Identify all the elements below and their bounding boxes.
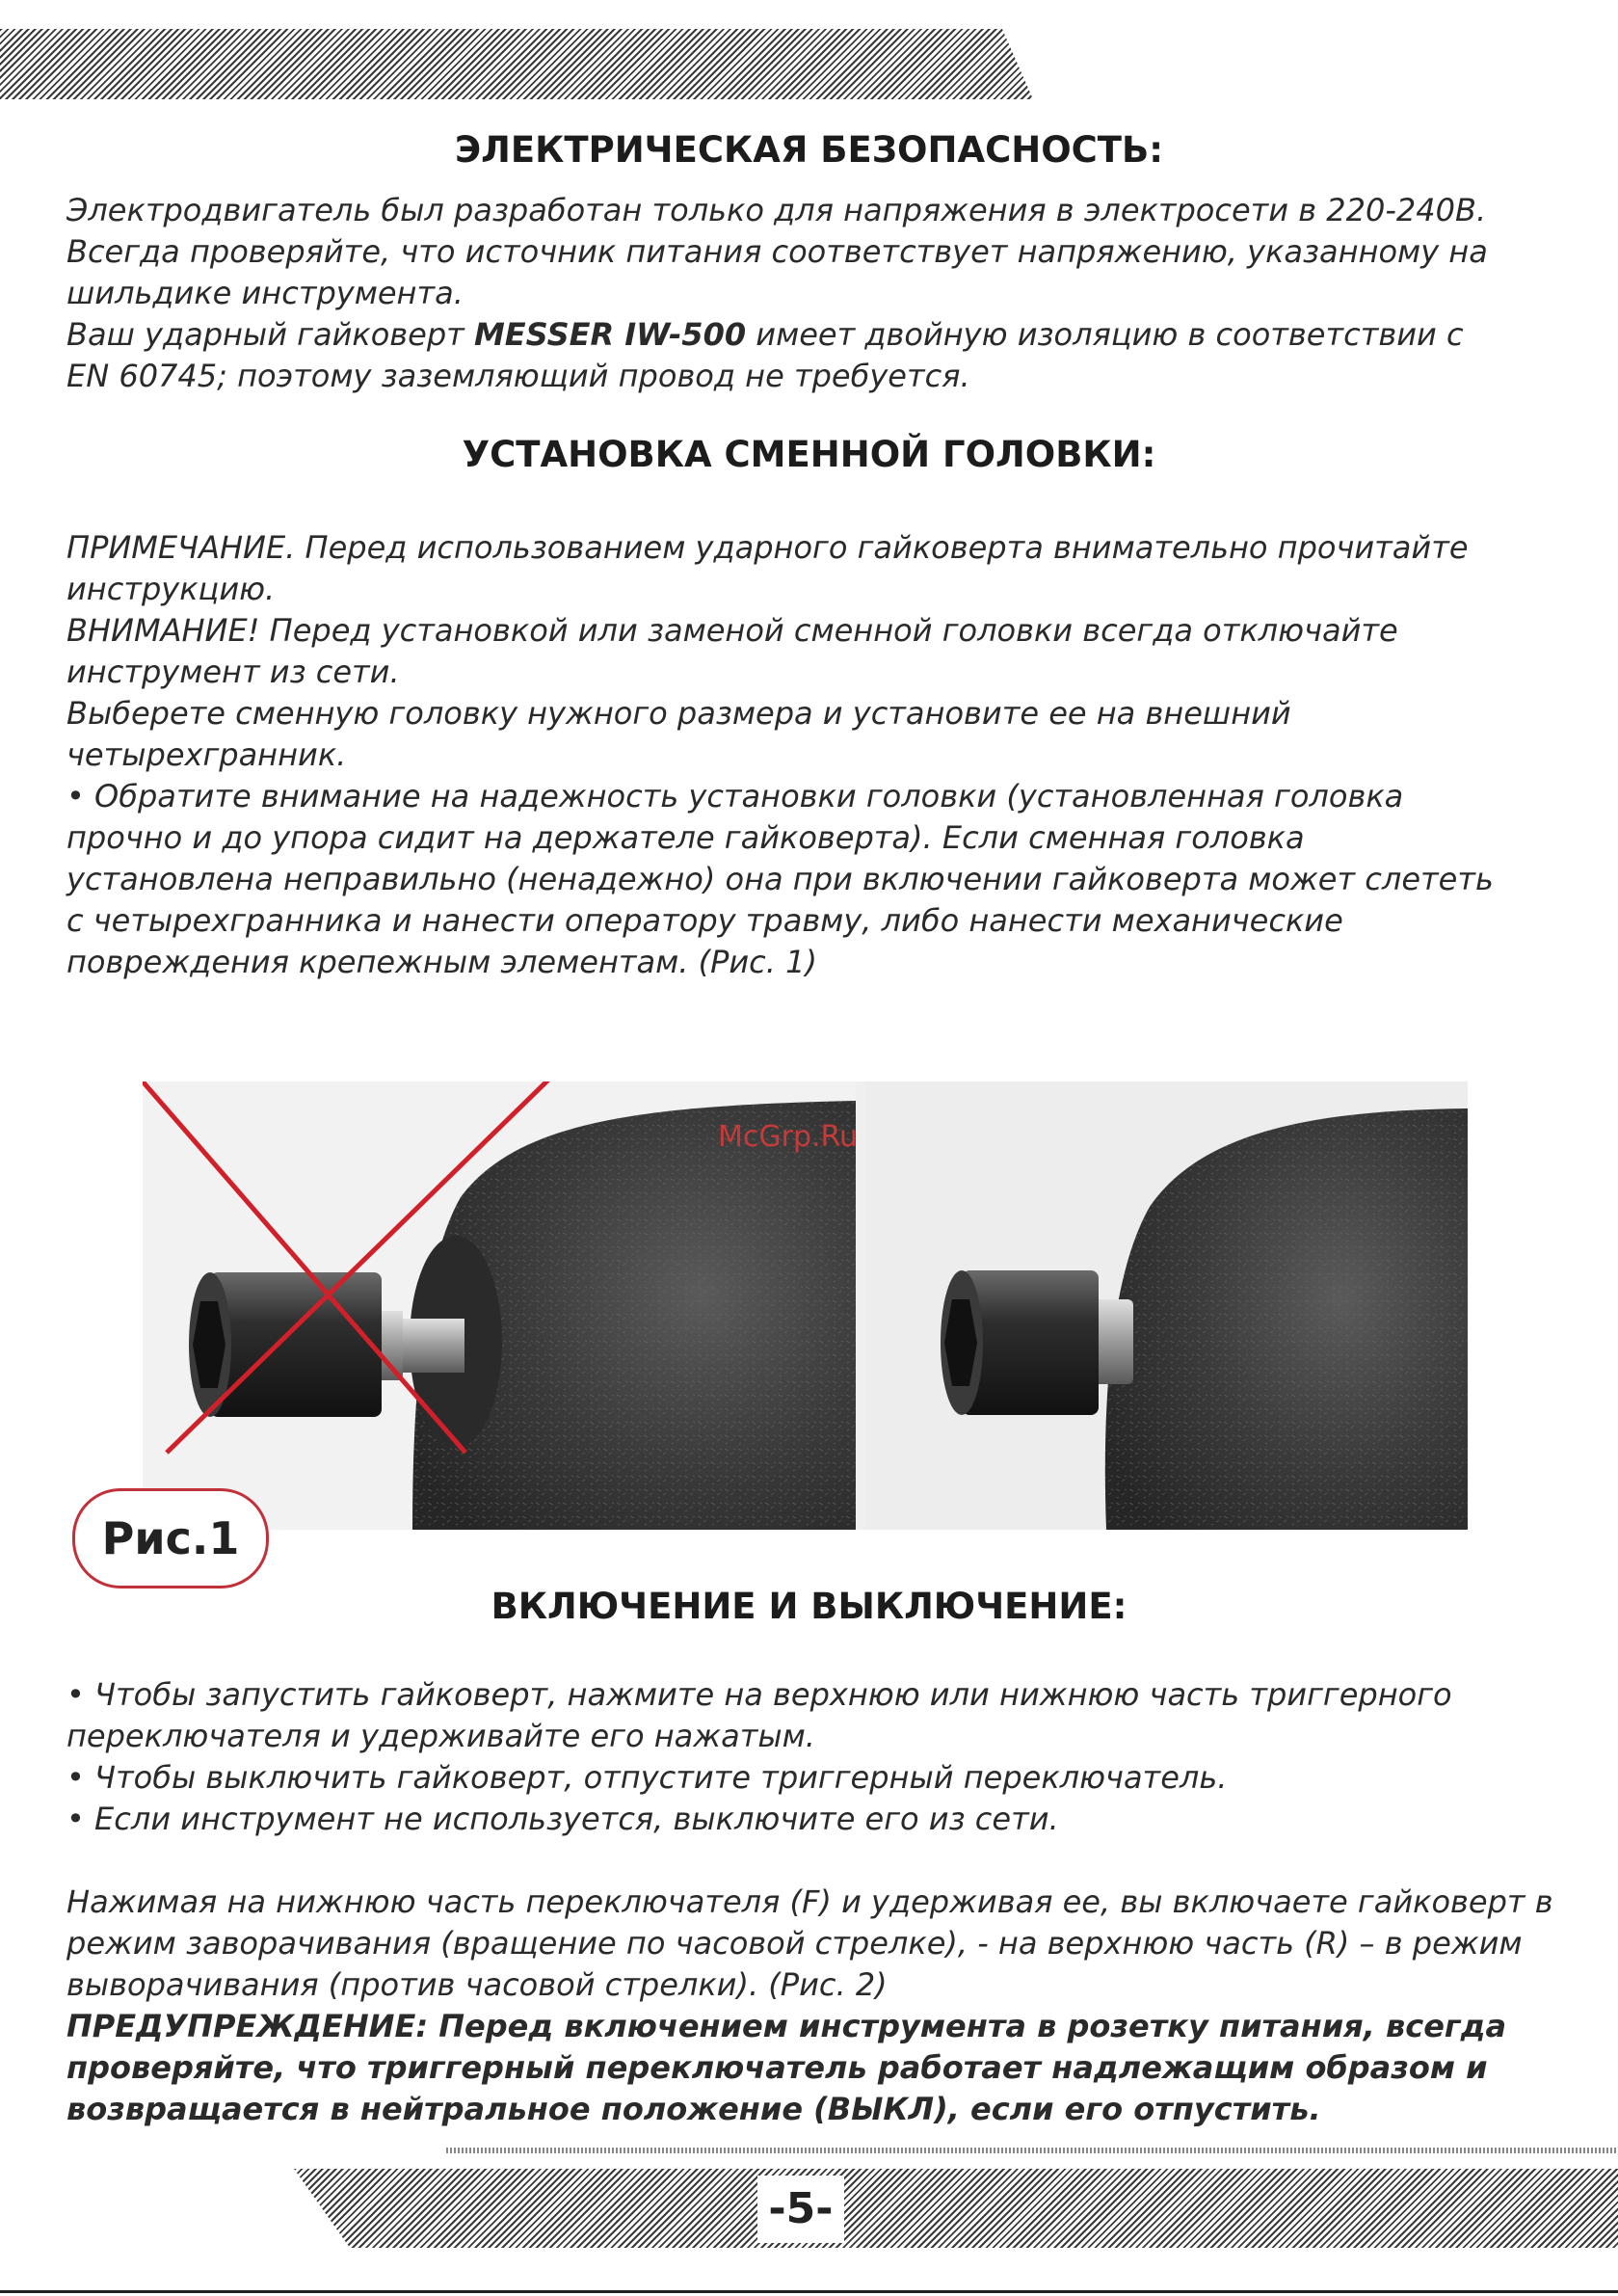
photo-correct-installation xyxy=(865,1081,1468,1530)
text-line: EN 60745; поэтому заземляющий провод не требуется. xyxy=(66,358,970,394)
text-line: инструмент из сети. xyxy=(66,654,400,690)
text-line: ВНИМАНИЕ! Перед установкой или заменой сменной головки всегда отключайте xyxy=(66,612,1398,649)
warning-line: возвращается в нейтральное положение (ВЫКЛ), если его отпустить. xyxy=(66,2091,1321,2127)
text-line: шильдике инструмента. xyxy=(66,275,464,311)
text-line: повреждения крепежным элементам. (Рис. 1) xyxy=(66,944,817,980)
socket-installation-text xyxy=(66,527,1570,983)
bottom-rule xyxy=(0,2290,1618,2293)
warning-line: ПРЕДУПРЕЖДЕНИЕ: Перед включением инструмента в розетку питания, всегда xyxy=(66,2008,1507,2044)
figure-label-badge: Рис.1 xyxy=(72,1488,269,1589)
text-line: режим заворачивания (вращение по часовой стрелке), - на верхнюю часть (R) – в режим xyxy=(66,1925,1523,1962)
heading-electrical-safety: ЭЛЕКТРИЧЕСКАЯ БЕЗОПАСНОСТЬ: xyxy=(454,129,1164,171)
switching-bullets xyxy=(66,1674,1570,1840)
list-item: • Чтобы выключить гайковерт, отпустите триггерный переключатель. xyxy=(66,1759,1228,1796)
model-name: MESSER IW-500 xyxy=(473,316,747,353)
text-line: Электродвигатель был разработан только для напряжения в электросети в 220-240В. xyxy=(66,192,1487,228)
warning-line: проверяйте, что триггерный переключатель работает надлежащим образом и xyxy=(66,2049,1488,2086)
heading-socket-installation: УСТАНОВКА СМЕННОЙ ГОЛОВКИ: xyxy=(462,434,1156,475)
text-fragment: Ваш ударный гайковерт xyxy=(66,316,474,353)
footer-hatch-band xyxy=(294,2169,1618,2248)
page-number: -5- xyxy=(757,2176,844,2243)
text-line: установлена неправильно (ненадежно) она при включении гайковерта может слететь xyxy=(66,861,1494,897)
header-hatch-band xyxy=(0,29,1033,99)
text-line xyxy=(66,314,1570,356)
text-line: с четырехгранника и нанести оператору травму, либо нанести механические xyxy=(66,902,1343,939)
text-line: Нажимая на нижнюю часть переключателя (F) и удерживая ее, вы включаете гайковерт в xyxy=(66,1883,1553,1920)
text-fragment: имеет двойную изоляцию в соответствии с xyxy=(746,316,1464,353)
text-line: выворачивания (против часовой стрелки). (Рис. 2) xyxy=(66,1966,888,2003)
text-line: ПРИМЕЧАНИЕ. Перед использованием ударного гайковерта внимательно прочитайте xyxy=(66,529,1469,566)
list-item: • Чтобы запустить гайковерт, нажмите на верхнюю или нижнюю часть триггерного xyxy=(66,1676,1452,1713)
heading-switch-on-off: ВКЛЮЧЕНИЕ И ВЫКЛЮЧЕНИЕ: xyxy=(491,1586,1127,1627)
list-item: переключателя и удерживайте его нажатым. xyxy=(66,1718,815,1754)
text-line: • Обратите внимание на надежность установки головки (установленная головка xyxy=(66,778,1404,814)
switching-description xyxy=(66,1882,1570,2130)
text-line: Выберете сменную головку нужного размера и установите ее на внешний xyxy=(66,695,1291,732)
watermark: McGrp.Ru xyxy=(718,1120,859,1154)
text-line: прочно и до упора сидит на держателе гайковерта). Если сменная головка xyxy=(66,819,1305,856)
electrical-safety-text xyxy=(66,190,1570,397)
list-item: • Если инструмент не используется, выключите его из сети. xyxy=(66,1801,1059,1837)
text-line: Всегда проверяйте, что источник питания соответствует напряжению, указанному на xyxy=(66,233,1488,270)
text-line: инструкцию. xyxy=(66,571,276,607)
text-line: четырехгранник. xyxy=(66,736,347,773)
footer-dotted-rule xyxy=(446,2148,1618,2153)
